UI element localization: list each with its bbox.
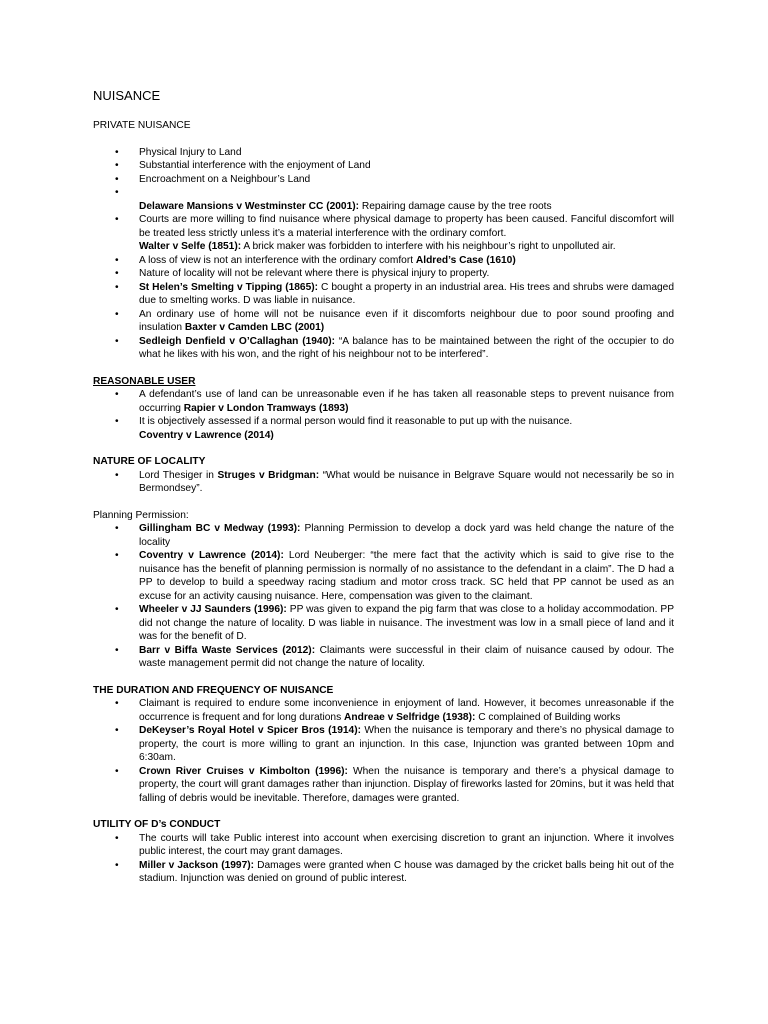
list-item: [93, 200, 674, 214]
list-item: [93, 859, 674, 886]
list-item: [93, 159, 674, 173]
case-citation: Coventry v Lawrence (2014):: [139, 550, 284, 561]
list-item: [93, 644, 674, 671]
section-heading: UTILITY OF D’s CONDUCT: [93, 819, 221, 830]
section-heading: Planning Permission:: [93, 509, 189, 521]
section-heading: NATURE OF LOCALITY: [93, 456, 206, 467]
case-citation: Delaware Mansions v Westminster CC (2001):: [139, 200, 360, 212]
case-citation: Baxter v Camden LBC (2001): [184, 322, 325, 333]
case-citation: Wheeler v JJ Saunders (1996):: [139, 604, 287, 615]
item-text: The courts will take Public interest into account when exercising discretion to grant an injunction. Where it involves public interest, the court may grant damages.: [139, 832, 674, 857]
bullet-list: [93, 469, 674, 496]
section-planning-permission: [93, 509, 674, 671]
list-item: [93, 429, 674, 443]
list-item: [93, 415, 674, 429]
list-item: [93, 308, 674, 335]
document-title: NUISANCE: [93, 88, 161, 103]
case-citation: Crown River Cruises v Kimbolton (1996):: [139, 765, 348, 777]
case-citation: DeKeyser’s Royal Hotel v Spicer Bros (1914):: [139, 725, 361, 736]
list-item: [93, 146, 674, 160]
bullet-list: [93, 388, 674, 442]
list-item: [93, 281, 674, 308]
list-item: [93, 469, 674, 496]
item-text: A loss of view is not an interference with the ordinary comfort: [139, 254, 416, 266]
bullet-list: [93, 522, 674, 671]
case-citation: Struges v Bridgman:: [217, 469, 320, 481]
item-text: When the nuisance is temporary and there’s no physical damage to property, the court is more willing to grant an injunction. In this case, Injunction was granted between 10pm and 6:30am.: [139, 725, 674, 763]
item-text: Repairing damage cause by the tree roots: [359, 200, 552, 212]
case-citation: Walter v Selfe (1851):: [139, 241, 242, 252]
case-citation: Rapier v London Tramways (1893): [183, 402, 349, 414]
bullet-list: [93, 146, 674, 362]
item-text: Substantial interference with the enjoyment of Land: [139, 160, 371, 171]
list-item: [93, 267, 674, 281]
case-citation: Sedleigh Denfield v O’Callaghan (1940):: [139, 335, 336, 347]
list-item: [93, 522, 674, 549]
item-text: Claimant is required to endure some inconvenience in enjoyment of land. However, it becomes unreasonable if the occurrence is frequent and for long durations: [139, 698, 674, 723]
item-text: “A balance has to be maintained between the right of the occupier to do what he likes with his won, and the right of his neighbour not to be interfered”.: [139, 335, 674, 360]
case-citation: Coventry v Lawrence (2014): [139, 429, 274, 441]
item-text: Lord Thesiger in: [139, 469, 218, 481]
list-item: [93, 213, 674, 240]
list-item: [93, 388, 674, 415]
bullet-list: [93, 697, 674, 805]
item-text: Lord Neuberger: “the mere fact that the activity which is said to give rise to the nuisance has the benefit of planning permission is normally of no assistance to the defendant in a claim”. The D had a PP to develop to build a speedway racing stadium and motor cross track. SC held that PP cannot be used as an excuse for an activity causing nuisance. Here, compensation was given to the claimant.: [139, 550, 675, 602]
item-text: An ordinary use of home will not be nuisance even if it discomforts neighbour due to poor sound proofing and insulation: [139, 308, 674, 333]
section-nature-of-locality: [93, 455, 674, 496]
list-item: [93, 724, 674, 765]
item-text: “What would be nuisance in Belgrave Square would not necessarily be so in Bermondsey”.: [139, 469, 674, 494]
item-text: Planning Permission to develop a dock yard was held change the nature of the locality: [139, 523, 675, 548]
case-citation: Miller v Jackson (1997):: [139, 859, 255, 871]
item-text: It is objectively assessed if a normal person would find it reasonable to put up with the nuisance.: [139, 416, 573, 427]
item-text: A brick maker was forbidden to interfere with his neighbour’s right to unpolluted air.: [241, 241, 616, 252]
list-item: [93, 173, 674, 187]
section-duration-frequency: [93, 684, 674, 806]
list-item: [93, 254, 674, 268]
list-item: [93, 765, 674, 806]
list-item: [93, 335, 674, 362]
case-citation: Andreae v Selfridge (1938):: [344, 711, 476, 723]
item-text: When the nuisance is temporary and there’s a physical damage to property, the court will grant damages rather than injunction. Display of fireworks lasted for 20mins, but it was held that falling of debris would be inevitable. Therefore, damages were granted.: [139, 765, 674, 804]
item-text: Damages were granted when C house was damaged by the cricket balls being hit out of the stadium. Injunction was denied on ground of public interest.: [139, 859, 674, 884]
section-heading: REASONABLE USER: [93, 375, 196, 387]
item-text: Physical Injury to Land: [139, 146, 242, 158]
case-citation: Barr v Biffa Waste Services (2012):: [139, 644, 316, 656]
list-item: [93, 603, 674, 644]
bullet-list: [93, 832, 674, 886]
section-utility-of-conduct: [93, 818, 674, 886]
item-text: C bought a property in an industrial area. His trees and shrubs were damaged due to smelting works. D was liable in nuisance.: [139, 281, 674, 306]
section-reasonable-user: [93, 375, 674, 443]
item-text: PP was given to expand the pig farm that was close to a holiday accommodation. PP did not change the nature of locality. D was liable in nuisance. The investment was low in a small piece of land and it was for the benefit of D.: [139, 604, 674, 642]
case-citation: Gillingham BC v Medway (1993):: [139, 523, 301, 534]
list-item: [93, 832, 674, 859]
item-text: C complained of Building works: [475, 711, 621, 723]
item-text: Claimants were successful in their claim of nuisance caused by odour. The waste management permit did not change the nature of locality.: [139, 644, 674, 669]
case-citation: St Helen’s Smelting v Tipping (1865):: [139, 281, 319, 293]
section-heading: THE DURATION AND FREQUENCY OF NUISANCE: [93, 684, 334, 696]
item-text: Courts are more willing to find nuisance where physical damage to property has been caused. Fanciful discomfort will be treated less strictly unless it’s a material interference with the ordinary comfort.: [139, 214, 674, 239]
item-text: Nature of locality will not be relevant where there is physical injury to property.: [139, 268, 490, 279]
section-private-nuisance: [93, 119, 674, 362]
item-text: Encroachment on a Neighbour’s Land: [139, 173, 311, 185]
list-item: [93, 186, 674, 200]
item-text: A defendant’s use of land can be unreasonable even if he has taken all reasonable steps to prevent nuisance from occurring: [139, 389, 674, 414]
list-item: [93, 240, 674, 254]
list-item: [93, 697, 674, 724]
list-item: [93, 549, 674, 603]
case-citation: Aldred’s Case (1610): [415, 254, 516, 266]
section-heading: PRIVATE NUISANCE: [93, 120, 191, 131]
